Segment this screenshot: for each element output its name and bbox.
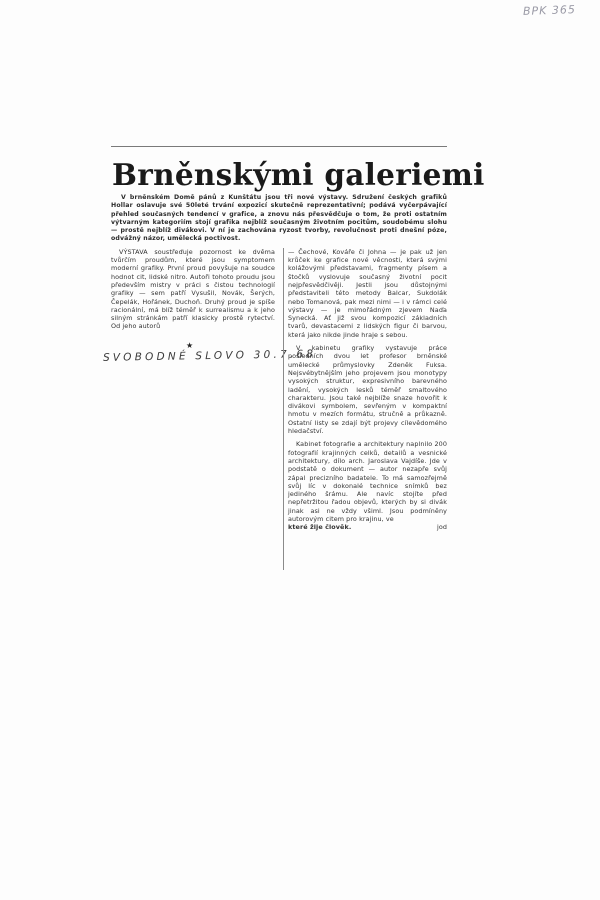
body-paragraph: Kabinet fotografie a architektury naplnilo 200 fotografií krajinných celků, detailů a vesnické architektury, dílo arch. Jaroslava Vajdíše. Jde v podstatě o dokument — autor nezapře svůj zápal precizního badatele. To má samozřejmě svůj líc v dokonalé technice snímků bez jediného šrámu. Ale navíc stojíte před nepřetržitou řadou objevů, kterých by si divák jinak asi ne vždy všiml. Jsou podmíněny autorovým citem pro krajinu, ve [288, 440, 447, 523]
archive-reference-mark: BPK 365 [522, 3, 577, 18]
closing-line [288, 523, 447, 531]
article-body-columns [102, 247, 447, 578]
article-right-column [283, 248, 447, 570]
closing-sentence: které žije člověk. [288, 523, 352, 532]
handwritten-source-note: SVOBODNÉ SLOVO 30.7.68 [102, 347, 317, 364]
body-paragraph: VÝSTAVA soustřeďuje pozornost ke dvěma tvůrčím proudům, které jsou symptomem moderní grafiky. První proud povyšuje na soudce hodnot cit, lidské nitro. Autoři tohoto proudu jsou především mistry v práci s čistou technologií grafiky — sem patří Vysušil, Novák, Šerých, Čepelák, Hořánek, Duchoň. Druhý proud je spíše racionální, má blíž téměř k surrealismu a k jeho silným stránkám patří klasicky prostě rytectví. Od jeho autorů [111, 247, 275, 331]
top-rule-divider [111, 146, 447, 147]
newspaper-clipping [102, 146, 485, 578]
article-headline: Brněnskými galeriemi [112, 157, 485, 192]
article-lead-paragraph: V brněnském Domě pánů z Kunštátu jsou tři nové výstavy. Sdružení českých grafiků Hollar oslavuje své 50leté trvání expozicí skutečně reprezentativní; podává vyčerpávající přehled současných tendencí v grafice, a znovu nás přesvědčuje o tom, že proti ostatním výtvarným kategoriím stojí grafika nejblíž současným životním pocitům, soudobému slohu — prostě nejblíž divákovi. V ní je zachována ryzost tvorby, revolučnost proti dnešní póze, odvážný názor, umělecká poctivost. [111, 194, 447, 243]
body-paragraph: — Čechové, Kováře či Johna — je pak už jen krůček ke grafice nové věcnosti, která svými kolážovými představami, fragmenty písem a štočků vyslovuje současný životní pocit nejpřesvědčivěji. Jestli jsou důstojnými představiteli této metody Balcar, Sukdolák nebo Tomanová, pak mezi nimi — i v rámci celé výstavy — je mimořádným zjevem Naďa Synecká. Ať již svou kompozicí základních tvarů, devastacemi z lidských figur či barvou, která jako nikde jinde hraje s sebou. [288, 247, 447, 339]
body-paragraph: V kabinetu grafiky vystavuje práce posledních dvou let profesor brněnské umělecké průmyslovky Zdeněk Fuksa. Nejsvébytnějším jeho projevem jsou monotypy vysokých struktur, expresivního barevného ladění, vysokých lesků téměř smaltového charakteru. Jsou také nejblíže snaze hovořit k divákovi symbolem, sevřeným v kompaktní hmotu v mezích formátu, stručně a průkazně. Ostatní listy se zdají být projevy cílevědomého hledačství. [288, 344, 447, 436]
author-signature: jod [436, 523, 447, 532]
star-separator-icon: ★ [186, 340, 194, 350]
article-left-column [102, 247, 317, 364]
